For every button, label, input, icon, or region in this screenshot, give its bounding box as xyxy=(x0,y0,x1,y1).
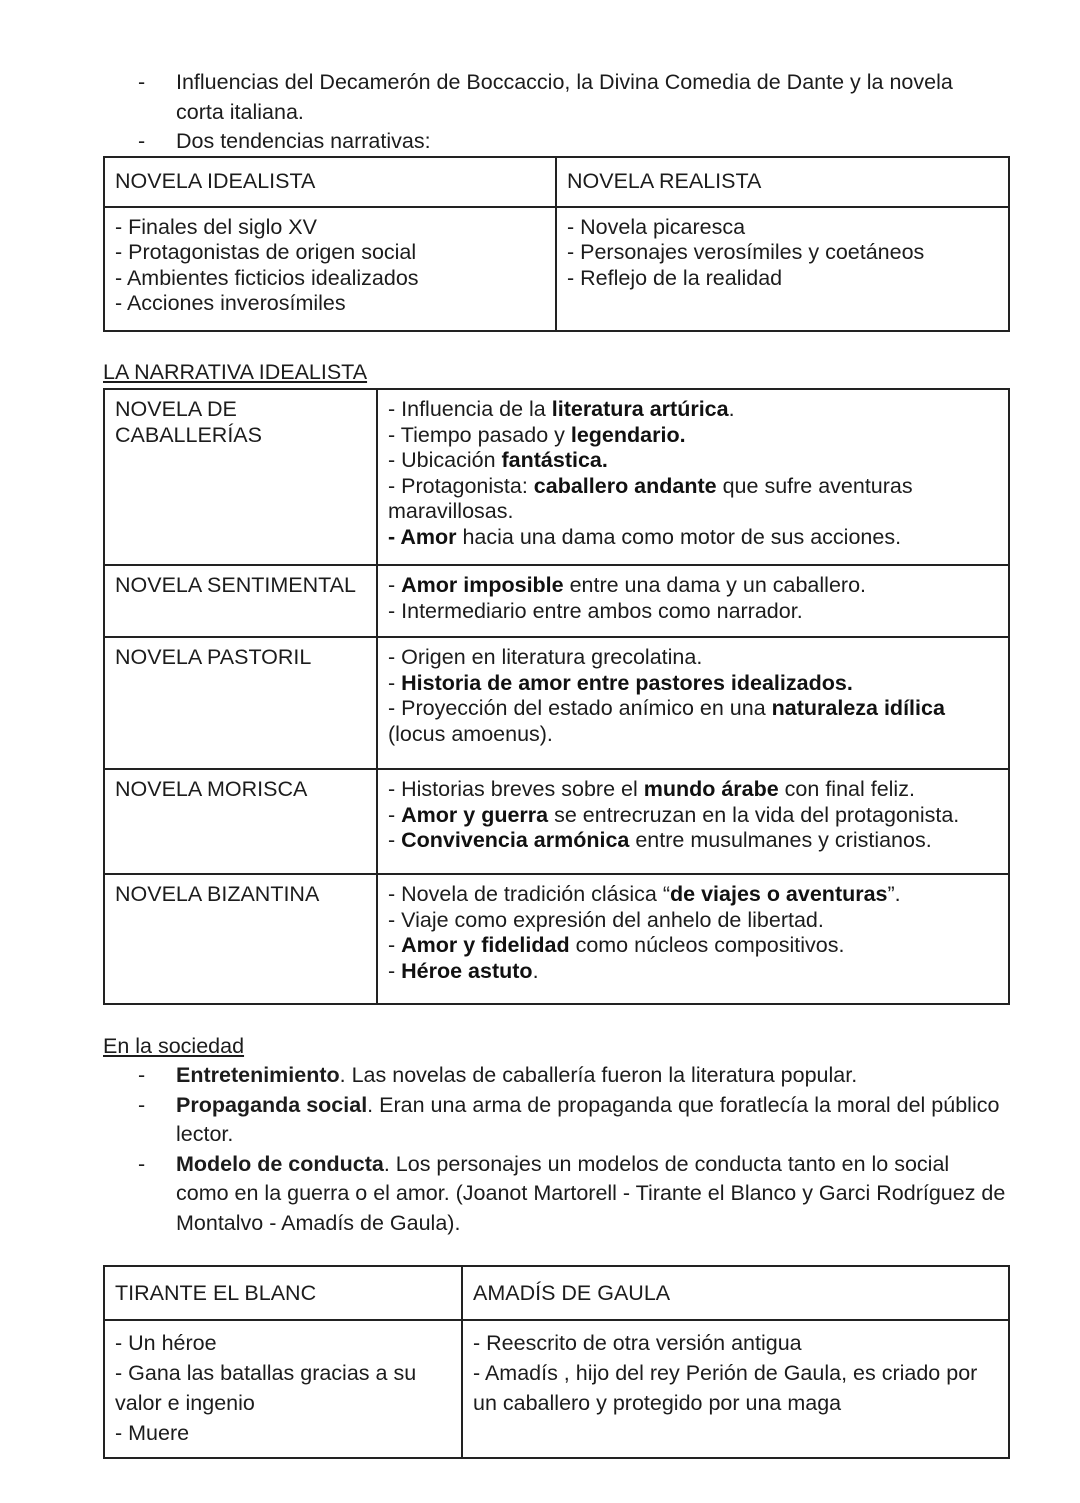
text-segment: ”. xyxy=(887,882,901,906)
bold-text: Amor y fidelidad xyxy=(401,933,570,957)
bold-text: de viajes o aventuras xyxy=(670,882,888,906)
bold-text: fantástica. xyxy=(501,448,608,472)
bullet-text: Dos tendencias narrativas: xyxy=(176,129,431,153)
novela-desc-cell xyxy=(377,874,1009,1004)
tirante-cell xyxy=(104,1320,462,1458)
list-item: - Protagonistas de origen social xyxy=(115,240,417,264)
novela-type-cell: NOVELA PASTORIL xyxy=(104,637,377,769)
table-row xyxy=(104,637,1009,769)
bold-text: naturaleza idílica xyxy=(771,696,945,720)
bullet-text: Influencias del Decamerón de Boccaccio, la Divina Comedia de Dante y la novela corta italiana. xyxy=(176,70,953,124)
text-segment: - Viaje como expresión del anhelo de libertad. xyxy=(388,907,824,932)
novela-desc-cell xyxy=(377,769,1009,874)
table-row xyxy=(104,874,1009,1004)
list-item: - Amadís , hijo del rey Perión de Gaula, es criado por un caballero y protegido por una maga xyxy=(473,1361,978,1415)
list-item xyxy=(388,828,999,854)
tendencias-table xyxy=(103,156,1010,332)
idealista-table xyxy=(103,388,1010,1005)
list-item: - Novela picaresca xyxy=(567,214,746,239)
novela-type-cell: NOVELA MORISCA xyxy=(104,769,377,874)
list-item: - Acciones inverosímiles xyxy=(115,291,346,315)
text-segment: - xyxy=(388,958,402,983)
list-item xyxy=(388,645,999,671)
list-item: - Reescrito de otra versión antigua xyxy=(473,1331,802,1355)
text-segment: - Origen en literatura grecolatina. xyxy=(388,645,703,669)
table-row xyxy=(104,565,1009,637)
list-item xyxy=(0,68,1006,127)
obras-table xyxy=(103,1265,1010,1459)
list-item xyxy=(388,959,999,985)
text-segment: . xyxy=(728,397,735,421)
list-item xyxy=(0,127,1006,157)
bullet-text: . Las novelas de caballería fueron la literatura popular. xyxy=(339,1063,858,1087)
list-item: - Reflejo de la realidad xyxy=(567,265,783,290)
list-item xyxy=(388,599,999,625)
bold-text: literatura artúrica xyxy=(551,397,729,421)
amadis-cell xyxy=(462,1320,1009,1458)
list-item xyxy=(388,882,999,908)
novela-desc-cell xyxy=(377,565,1009,637)
realista-cell xyxy=(556,207,1009,331)
idealista-heading: LA NARRATIVA IDEALISTA xyxy=(103,360,368,384)
list-item xyxy=(388,397,999,423)
bold-text: mundo árabe xyxy=(643,777,779,801)
table-row xyxy=(104,389,1009,565)
list-item xyxy=(388,474,999,525)
list-item xyxy=(388,933,999,959)
list-item: - Finales del siglo XV xyxy=(115,214,317,239)
list-item xyxy=(388,423,999,449)
table-header-idealista: NOVELA IDEALISTA xyxy=(104,157,556,207)
bullet-text: . Los personajes un modelos de conducta tanto en lo social como en la guerra o el amor. (Joanot Martorell - Tirante el Blanco y Garci Rodríguez de Montalvo - Amadís de Gaula). xyxy=(176,1151,1006,1235)
text-segment: - Influencia de la xyxy=(388,397,552,421)
list-item xyxy=(388,525,999,551)
text-segment: - Proyección del estado anímico en una xyxy=(388,696,772,720)
text-segment: como núcleos compositivos. xyxy=(569,933,845,957)
novela-type-cell: NOVELA DE CABALLERÍAS xyxy=(104,389,377,565)
table-header-realista: NOVELA REALISTA xyxy=(556,157,1009,207)
text-segment: (locus amoenus). xyxy=(388,721,553,746)
bold-text: Amor imposible xyxy=(401,573,564,597)
text-segment: entre musulmanes y cristianos. xyxy=(629,828,932,852)
table-row xyxy=(104,769,1009,874)
list-item xyxy=(0,1091,1006,1150)
text-segment: - Historias breves sobre el xyxy=(388,777,644,801)
bold-text: Amor y guerra xyxy=(401,802,549,827)
list-item xyxy=(0,1061,1006,1091)
table-header-amadis: AMADÍS DE GAULA xyxy=(462,1266,1009,1320)
list-item xyxy=(388,908,999,934)
text-segment: hacia una dama como motor de sus acciones. xyxy=(456,524,902,549)
text-segment: - Intermediario entre ambos como narrador. xyxy=(388,598,803,623)
novela-desc-cell xyxy=(377,637,1009,769)
table-header-tirante: TIRANTE EL BLANC xyxy=(104,1266,462,1320)
novela-type-cell: NOVELA SENTIMENTAL xyxy=(104,565,377,637)
text-segment: - Ubicación xyxy=(388,448,502,472)
text-segment: con final feliz. xyxy=(778,777,915,801)
text-segment: - xyxy=(388,933,402,957)
bullet-text: . Eran una arma de propaganda que foratlecía la moral del público lector. xyxy=(176,1092,1000,1146)
list-item xyxy=(388,803,999,829)
text-segment: - xyxy=(388,573,402,597)
text-segment: - Tiempo pasado y xyxy=(388,422,571,447)
list-item xyxy=(388,448,999,474)
sociedad-heading: En la sociedad xyxy=(103,1034,245,1058)
list-item: - Gana las batallas gracias a su valor e ingenio xyxy=(115,1361,417,1415)
list-item xyxy=(388,696,999,747)
text-segment: se entrecruzan en la vida del protagonista. xyxy=(548,802,960,827)
text-segment: . xyxy=(532,958,539,983)
list-item: - Personajes verosímiles y coetáneos xyxy=(567,240,925,264)
intro-bullet-list xyxy=(0,68,1006,157)
list-item xyxy=(388,777,999,803)
text-segment: - xyxy=(388,828,402,852)
text-segment: que sufre aventuras maravillosas. xyxy=(388,473,913,523)
bullet-bold: Entretenimiento xyxy=(176,1063,340,1087)
bullet-bold: Propaganda social xyxy=(176,1092,368,1117)
bold-text: Héroe astuto xyxy=(401,958,533,983)
list-item: - Ambientes ficticios idealizados xyxy=(115,265,419,290)
text-segment: entre una dama y un caballero. xyxy=(563,573,866,597)
text-segment: - xyxy=(388,670,402,695)
novela-desc-cell xyxy=(377,389,1009,565)
text-segment: - Protagonista: xyxy=(388,473,534,498)
bold-text: Convivencia armónica xyxy=(401,828,630,852)
sociedad-bullet-list xyxy=(0,1061,1006,1238)
list-item xyxy=(388,671,999,697)
bold-text: Historia de amor entre pastores idealizados. xyxy=(401,670,853,695)
bold-text: - Amor xyxy=(388,524,457,549)
list-item: - Muere xyxy=(115,1421,190,1445)
novela-type-cell: NOVELA BIZANTINA xyxy=(104,874,377,1004)
bold-text: legendario. xyxy=(570,422,686,447)
list-item xyxy=(388,573,999,599)
list-item: - Un héroe xyxy=(115,1331,217,1355)
bold-text: caballero andante xyxy=(533,473,717,498)
text-segment: - xyxy=(388,802,402,827)
text-segment: - Novela de tradición clásica “ xyxy=(388,882,671,906)
idealista-cell xyxy=(104,207,556,331)
bullet-bold: Modelo de conducta xyxy=(176,1151,384,1176)
list-item xyxy=(0,1150,1006,1239)
